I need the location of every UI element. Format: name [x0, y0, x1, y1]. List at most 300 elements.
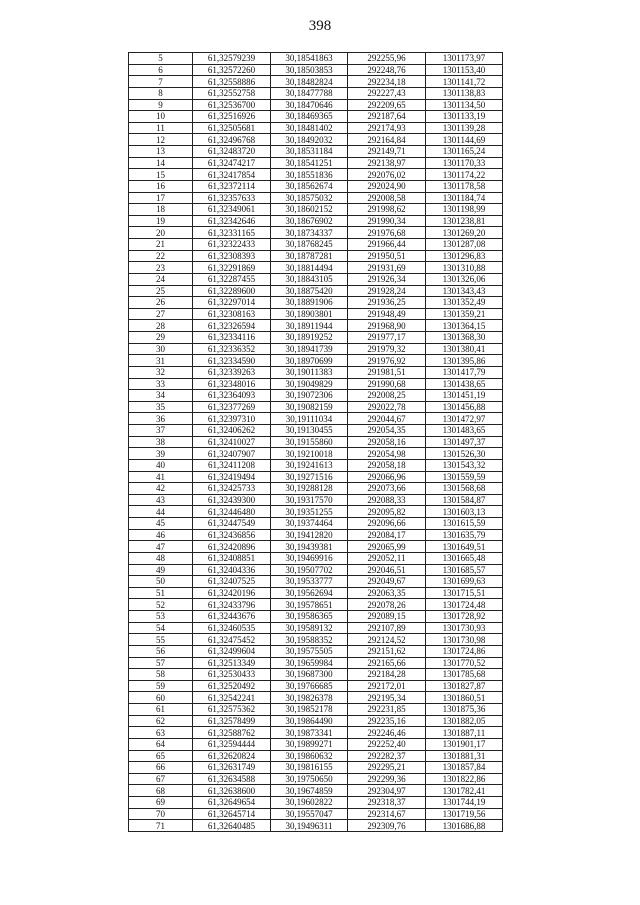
longitude-cell: 30,18602152 — [271, 204, 348, 216]
y-coordinate-cell: 1301178,58 — [426, 180, 503, 192]
point-number-cell: 40 — [129, 459, 193, 471]
table-row — [129, 669, 503, 681]
latitude-cell: 61,32336352 — [193, 343, 271, 355]
table-row — [129, 343, 503, 355]
y-coordinate-cell: 1301472,97 — [426, 413, 503, 425]
latitude-cell: 61,32377269 — [193, 401, 271, 413]
longitude-cell: 30,19852178 — [271, 704, 348, 716]
table-row — [129, 53, 503, 65]
point-number-cell: 24 — [129, 273, 193, 285]
page-number: 398 — [308, 18, 332, 34]
y-coordinate-cell: 1301526,30 — [426, 448, 503, 460]
table-row — [129, 773, 503, 785]
table-row — [129, 262, 503, 274]
longitude-cell: 30,19588352 — [271, 634, 348, 646]
x-coordinate-cell: 292096,66 — [348, 518, 426, 530]
y-coordinate-cell: 1301153,40 — [426, 64, 503, 76]
y-coordinate-cell: 1301543,32 — [426, 459, 503, 471]
longitude-cell: 30,19864490 — [271, 715, 348, 727]
x-coordinate-cell: 291936,25 — [348, 297, 426, 309]
x-coordinate-cell: 292049,67 — [348, 576, 426, 588]
latitude-cell: 61,32420896 — [193, 541, 271, 553]
x-coordinate-cell: 292235,16 — [348, 715, 426, 727]
point-number-cell: 53 — [129, 611, 193, 623]
latitude-cell: 61,32542241 — [193, 692, 271, 704]
latitude-cell: 61,32417854 — [193, 169, 271, 181]
longitude-cell: 30,18941739 — [271, 343, 348, 355]
table-row — [129, 436, 503, 448]
longitude-cell: 30,18541863 — [271, 53, 348, 65]
table-row — [129, 308, 503, 320]
point-number-cell: 18 — [129, 204, 193, 216]
table-row — [129, 750, 503, 762]
point-number-cell: 63 — [129, 727, 193, 739]
y-coordinate-cell: 1301165,24 — [426, 146, 503, 158]
latitude-cell: 61,32397310 — [193, 413, 271, 425]
longitude-cell: 30,19816155 — [271, 762, 348, 774]
x-coordinate-cell: 292151,62 — [348, 645, 426, 657]
point-number-cell: 43 — [129, 494, 193, 506]
y-coordinate-cell: 1301451,19 — [426, 390, 503, 402]
x-coordinate-cell: 291990,68 — [348, 378, 426, 390]
table-row — [129, 715, 503, 727]
table-row — [129, 634, 503, 646]
table-row — [129, 518, 503, 530]
table-row — [129, 111, 503, 123]
y-coordinate-cell: 1301352,49 — [426, 297, 503, 309]
coordinates-table — [128, 52, 503, 832]
x-coordinate-cell: 292282,37 — [348, 750, 426, 762]
point-number-cell: 49 — [129, 564, 193, 576]
y-coordinate-cell: 1301395,86 — [426, 355, 503, 367]
latitude-cell: 61,32364093 — [193, 390, 271, 402]
longitude-cell: 30,18477788 — [271, 87, 348, 99]
x-coordinate-cell: 292252,40 — [348, 738, 426, 750]
table-row — [129, 355, 503, 367]
longitude-cell: 30,19439381 — [271, 541, 348, 553]
x-coordinate-cell: 292065,99 — [348, 541, 426, 553]
longitude-cell: 30,18891906 — [271, 297, 348, 309]
x-coordinate-cell: 292124,52 — [348, 634, 426, 646]
x-coordinate-cell: 291979,32 — [348, 343, 426, 355]
table-row — [129, 762, 503, 774]
x-coordinate-cell: 292314,67 — [348, 808, 426, 820]
table-row — [129, 366, 503, 378]
table-row — [129, 413, 503, 425]
latitude-cell: 61,32588762 — [193, 727, 271, 739]
point-number-cell: 22 — [129, 250, 193, 262]
point-number-cell: 37 — [129, 425, 193, 437]
x-coordinate-cell: 292044,67 — [348, 413, 426, 425]
latitude-cell: 61,32634588 — [193, 773, 271, 785]
point-number-cell: 6 — [129, 64, 193, 76]
longitude-cell: 30,19557047 — [271, 808, 348, 820]
table-row — [129, 390, 503, 402]
point-number-cell: 26 — [129, 297, 193, 309]
table-row — [129, 692, 503, 704]
longitude-cell: 30,19130455 — [271, 425, 348, 437]
table-row — [129, 285, 503, 297]
point-number-cell: 66 — [129, 762, 193, 774]
y-coordinate-cell: 1301296,83 — [426, 250, 503, 262]
y-coordinate-cell: 1301144,69 — [426, 134, 503, 146]
point-number-cell: 44 — [129, 506, 193, 518]
table-row — [129, 250, 503, 262]
point-number-cell: 12 — [129, 134, 193, 146]
point-number-cell: 54 — [129, 622, 193, 634]
y-coordinate-cell: 1301141,72 — [426, 76, 503, 88]
longitude-cell: 30,19155860 — [271, 436, 348, 448]
latitude-cell: 61,32536700 — [193, 99, 271, 111]
x-coordinate-cell: 292164,84 — [348, 134, 426, 146]
point-number-cell: 57 — [129, 657, 193, 669]
table-row — [129, 599, 503, 611]
y-coordinate-cell: 1301881,31 — [426, 750, 503, 762]
y-coordinate-cell: 1301184,74 — [426, 192, 503, 204]
y-coordinate-cell: 1301822,86 — [426, 773, 503, 785]
latitude-cell: 61,32516926 — [193, 111, 271, 123]
x-coordinate-cell: 292054,35 — [348, 425, 426, 437]
x-coordinate-cell: 292304,97 — [348, 785, 426, 797]
y-coordinate-cell: 1301635,79 — [426, 529, 503, 541]
x-coordinate-cell: 292088,33 — [348, 494, 426, 506]
point-number-cell: 31 — [129, 355, 193, 367]
table-row — [129, 448, 503, 460]
latitude-cell: 61,32436856 — [193, 529, 271, 541]
x-coordinate-cell: 292227,43 — [348, 87, 426, 99]
y-coordinate-cell: 1301728,92 — [426, 611, 503, 623]
x-coordinate-cell: 292058,16 — [348, 436, 426, 448]
latitude-cell: 61,32349061 — [193, 204, 271, 216]
point-number-cell: 35 — [129, 401, 193, 413]
longitude-cell: 30,19589132 — [271, 622, 348, 634]
point-number-cell: 9 — [129, 99, 193, 111]
table-row — [129, 541, 503, 553]
table-row — [129, 332, 503, 344]
latitude-cell: 61,32620824 — [193, 750, 271, 762]
y-coordinate-cell: 1301744,19 — [426, 797, 503, 809]
y-coordinate-cell: 1301326,06 — [426, 273, 503, 285]
x-coordinate-cell: 292078,26 — [348, 599, 426, 611]
table-row — [129, 122, 503, 134]
longitude-cell: 30,19210018 — [271, 448, 348, 460]
y-coordinate-cell: 1301901,17 — [426, 738, 503, 750]
table-row — [129, 611, 503, 623]
table-row — [129, 785, 503, 797]
y-coordinate-cell: 1301238,81 — [426, 215, 503, 227]
table-row — [129, 506, 503, 518]
longitude-cell: 30,19602822 — [271, 797, 348, 809]
y-coordinate-cell: 1301860,51 — [426, 692, 503, 704]
y-coordinate-cell: 1301368,30 — [426, 332, 503, 344]
latitude-cell: 61,32326594 — [193, 320, 271, 332]
table-row — [129, 645, 503, 657]
longitude-cell: 30,19288128 — [271, 483, 348, 495]
x-coordinate-cell: 292184,28 — [348, 669, 426, 681]
x-coordinate-cell: 291998,62 — [348, 204, 426, 216]
x-coordinate-cell: 292063,35 — [348, 587, 426, 599]
longitude-cell: 30,19562694 — [271, 587, 348, 599]
x-coordinate-cell: 292046,51 — [348, 564, 426, 576]
table-row — [129, 552, 503, 564]
point-number-cell: 50 — [129, 576, 193, 588]
longitude-cell: 30,18469365 — [271, 111, 348, 123]
latitude-cell: 61,32640485 — [193, 820, 271, 832]
point-number-cell: 42 — [129, 483, 193, 495]
longitude-cell: 30,18970699 — [271, 355, 348, 367]
x-coordinate-cell: 292073,66 — [348, 483, 426, 495]
x-coordinate-cell: 292008,25 — [348, 390, 426, 402]
x-coordinate-cell: 291977,17 — [348, 332, 426, 344]
point-number-cell: 65 — [129, 750, 193, 762]
longitude-cell: 30,19659984 — [271, 657, 348, 669]
latitude-cell: 61,32420196 — [193, 587, 271, 599]
x-coordinate-cell: 292195,34 — [348, 692, 426, 704]
latitude-cell: 61,32287455 — [193, 273, 271, 285]
longitude-cell: 30,19687300 — [271, 669, 348, 681]
y-coordinate-cell: 1301359,21 — [426, 308, 503, 320]
point-number-cell: 70 — [129, 808, 193, 820]
y-coordinate-cell: 1301827,87 — [426, 680, 503, 692]
x-coordinate-cell: 292309,76 — [348, 820, 426, 832]
longitude-cell: 30,18575032 — [271, 192, 348, 204]
point-number-cell: 46 — [129, 529, 193, 541]
y-coordinate-cell: 1301686,88 — [426, 820, 503, 832]
longitude-cell: 30,19750650 — [271, 773, 348, 785]
table-row — [129, 215, 503, 227]
x-coordinate-cell: 292299,36 — [348, 773, 426, 785]
latitude-cell: 61,32552758 — [193, 87, 271, 99]
latitude-cell: 61,32443676 — [193, 611, 271, 623]
x-coordinate-cell: 292187,64 — [348, 111, 426, 123]
latitude-cell: 61,32322433 — [193, 239, 271, 251]
table-row — [129, 564, 503, 576]
x-coordinate-cell: 292008,58 — [348, 192, 426, 204]
x-coordinate-cell: 292024,90 — [348, 180, 426, 192]
latitude-cell: 61,32649654 — [193, 797, 271, 809]
coordinates-table-body — [129, 53, 503, 832]
table-row — [129, 297, 503, 309]
latitude-cell: 61,32291869 — [193, 262, 271, 274]
y-coordinate-cell: 1301198,99 — [426, 204, 503, 216]
y-coordinate-cell: 1301343,43 — [426, 285, 503, 297]
point-number-cell: 17 — [129, 192, 193, 204]
x-coordinate-cell: 292054,98 — [348, 448, 426, 460]
latitude-cell: 61,32372114 — [193, 180, 271, 192]
latitude-cell: 61,32425733 — [193, 483, 271, 495]
longitude-cell: 30,18919252 — [271, 332, 348, 344]
latitude-cell: 61,32645714 — [193, 808, 271, 820]
x-coordinate-cell: 292248,76 — [348, 64, 426, 76]
latitude-cell: 61,32407907 — [193, 448, 271, 460]
y-coordinate-cell: 1301568,68 — [426, 483, 503, 495]
latitude-cell: 61,32297014 — [193, 297, 271, 309]
point-number-cell: 38 — [129, 436, 193, 448]
y-coordinate-cell: 1301364,15 — [426, 320, 503, 332]
point-number-cell: 5 — [129, 53, 193, 65]
x-coordinate-cell: 292172,01 — [348, 680, 426, 692]
longitude-cell: 30,18787281 — [271, 250, 348, 262]
longitude-cell: 30,18875420 — [271, 285, 348, 297]
point-number-cell: 67 — [129, 773, 193, 785]
table-row — [129, 87, 503, 99]
latitude-cell: 61,32406262 — [193, 425, 271, 437]
table-row — [129, 180, 503, 192]
x-coordinate-cell: 292165,66 — [348, 657, 426, 669]
point-number-cell: 39 — [129, 448, 193, 460]
latitude-cell: 61,32433796 — [193, 599, 271, 611]
x-coordinate-cell: 292058,18 — [348, 459, 426, 471]
latitude-cell: 61,32505681 — [193, 122, 271, 134]
y-coordinate-cell: 1301724,48 — [426, 599, 503, 611]
y-coordinate-cell: 1301857,84 — [426, 762, 503, 774]
point-number-cell: 61 — [129, 704, 193, 716]
latitude-cell: 61,32631749 — [193, 762, 271, 774]
longitude-cell: 30,18503853 — [271, 64, 348, 76]
y-coordinate-cell: 1301133,19 — [426, 111, 503, 123]
point-number-cell: 25 — [129, 285, 193, 297]
latitude-cell: 61,32407525 — [193, 576, 271, 588]
latitude-cell: 61,32474217 — [193, 157, 271, 169]
table-row — [129, 192, 503, 204]
longitude-cell: 30,18843105 — [271, 273, 348, 285]
table-row — [129, 76, 503, 88]
table-row — [129, 157, 503, 169]
x-coordinate-cell: 292295,21 — [348, 762, 426, 774]
point-number-cell: 48 — [129, 552, 193, 564]
point-number-cell: 62 — [129, 715, 193, 727]
table-row — [129, 808, 503, 820]
longitude-cell: 30,18768245 — [271, 239, 348, 251]
y-coordinate-cell: 1301173,97 — [426, 53, 503, 65]
latitude-cell: 61,32410027 — [193, 436, 271, 448]
point-number-cell: 11 — [129, 122, 193, 134]
x-coordinate-cell: 292052,11 — [348, 552, 426, 564]
latitude-cell: 61,32520492 — [193, 680, 271, 692]
x-coordinate-cell: 292246,46 — [348, 727, 426, 739]
table-row — [129, 494, 503, 506]
x-coordinate-cell: 291976,92 — [348, 355, 426, 367]
x-coordinate-cell: 292084,17 — [348, 529, 426, 541]
y-coordinate-cell: 1301456,88 — [426, 401, 503, 413]
longitude-cell: 30,19674859 — [271, 785, 348, 797]
point-number-cell: 52 — [129, 599, 193, 611]
y-coordinate-cell: 1301138,83 — [426, 87, 503, 99]
longitude-cell: 30,19317570 — [271, 494, 348, 506]
point-number-cell: 64 — [129, 738, 193, 750]
y-coordinate-cell: 1301380,41 — [426, 343, 503, 355]
latitude-cell: 61,32334116 — [193, 332, 271, 344]
longitude-cell: 30,19082159 — [271, 401, 348, 413]
point-number-cell: 19 — [129, 215, 193, 227]
table-row — [129, 704, 503, 716]
point-number-cell: 47 — [129, 541, 193, 553]
y-coordinate-cell: 1301715,51 — [426, 587, 503, 599]
table-row — [129, 587, 503, 599]
latitude-cell: 61,32460535 — [193, 622, 271, 634]
latitude-cell: 61,32558886 — [193, 76, 271, 88]
y-coordinate-cell: 1301770,52 — [426, 657, 503, 669]
point-number-cell: 69 — [129, 797, 193, 809]
table-row — [129, 797, 503, 809]
x-coordinate-cell: 291931,69 — [348, 262, 426, 274]
latitude-cell: 61,32411208 — [193, 459, 271, 471]
latitude-cell: 61,32638600 — [193, 785, 271, 797]
x-coordinate-cell: 292138,97 — [348, 157, 426, 169]
latitude-cell: 61,32496768 — [193, 134, 271, 146]
point-number-cell: 14 — [129, 157, 193, 169]
latitude-cell: 61,32419494 — [193, 471, 271, 483]
point-number-cell: 29 — [129, 332, 193, 344]
point-number-cell: 10 — [129, 111, 193, 123]
x-coordinate-cell: 291928,24 — [348, 285, 426, 297]
longitude-cell: 30,19049829 — [271, 378, 348, 390]
latitude-cell: 61,32408851 — [193, 552, 271, 564]
x-coordinate-cell: 292149,71 — [348, 146, 426, 158]
latitude-cell: 61,32578499 — [193, 715, 271, 727]
latitude-cell: 61,32483720 — [193, 146, 271, 158]
latitude-cell: 61,32289600 — [193, 285, 271, 297]
table-row — [129, 471, 503, 483]
table-row — [129, 169, 503, 181]
y-coordinate-cell: 1301730,98 — [426, 634, 503, 646]
x-coordinate-cell: 291950,51 — [348, 250, 426, 262]
table-row — [129, 273, 503, 285]
x-coordinate-cell: 292089,15 — [348, 611, 426, 623]
longitude-cell: 30,18911944 — [271, 320, 348, 332]
latitude-cell: 61,32499604 — [193, 645, 271, 657]
longitude-cell: 30,18734337 — [271, 227, 348, 239]
x-coordinate-cell: 292107,89 — [348, 622, 426, 634]
y-coordinate-cell: 1301685,57 — [426, 564, 503, 576]
longitude-cell: 30,19766685 — [271, 680, 348, 692]
x-coordinate-cell: 292234,18 — [348, 76, 426, 88]
latitude-cell: 61,32357633 — [193, 192, 271, 204]
point-number-cell: 16 — [129, 180, 193, 192]
y-coordinate-cell: 1301875,36 — [426, 704, 503, 716]
point-number-cell: 56 — [129, 645, 193, 657]
y-coordinate-cell: 1301174,22 — [426, 169, 503, 181]
y-coordinate-cell: 1301483,65 — [426, 425, 503, 437]
point-number-cell: 55 — [129, 634, 193, 646]
y-coordinate-cell: 1301269,20 — [426, 227, 503, 239]
x-coordinate-cell: 291981,51 — [348, 366, 426, 378]
x-coordinate-cell: 292066,96 — [348, 471, 426, 483]
longitude-cell: 30,18531184 — [271, 146, 348, 158]
x-coordinate-cell: 291926,34 — [348, 273, 426, 285]
latitude-cell: 61,32446480 — [193, 506, 271, 518]
y-coordinate-cell: 1301782,41 — [426, 785, 503, 797]
longitude-cell: 30,19507702 — [271, 564, 348, 576]
x-coordinate-cell: 291966,44 — [348, 239, 426, 251]
latitude-cell: 61,32575362 — [193, 704, 271, 716]
table-row — [129, 483, 503, 495]
x-coordinate-cell: 292076,02 — [348, 169, 426, 181]
longitude-cell: 30,19011383 — [271, 366, 348, 378]
longitude-cell: 30,18903801 — [271, 308, 348, 320]
longitude-cell: 30,19575505 — [271, 645, 348, 657]
longitude-cell: 30,19899271 — [271, 738, 348, 750]
longitude-cell: 30,19374464 — [271, 518, 348, 530]
table-row — [129, 320, 503, 332]
longitude-cell: 30,18492032 — [271, 134, 348, 146]
table-row — [129, 227, 503, 239]
table-row — [129, 820, 503, 832]
table-row — [129, 727, 503, 739]
y-coordinate-cell: 1301438,65 — [426, 378, 503, 390]
point-number-cell: 23 — [129, 262, 193, 274]
longitude-cell: 30,19586365 — [271, 611, 348, 623]
